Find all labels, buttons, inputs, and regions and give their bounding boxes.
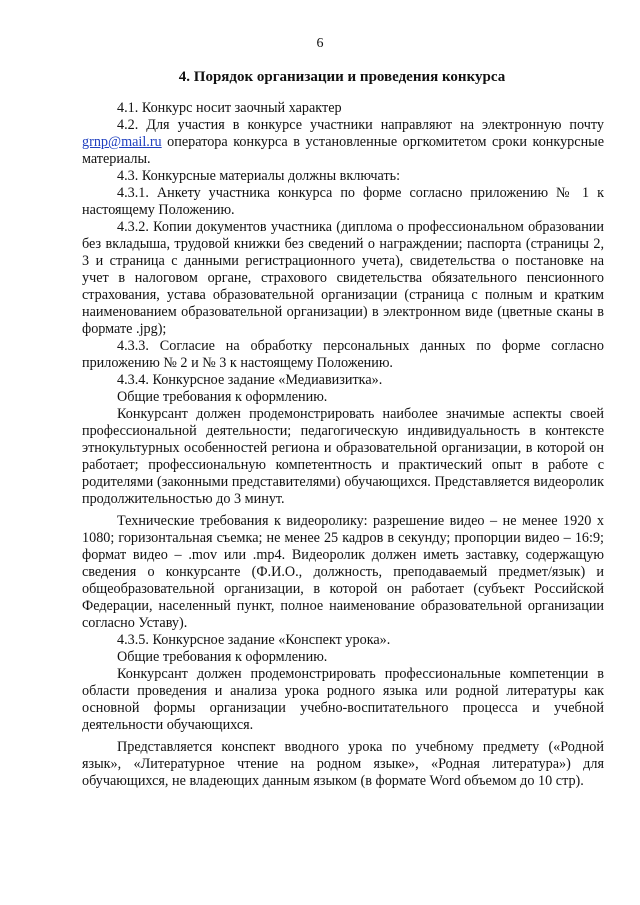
- paragraph-text: 4.2. Для участия в конкурсе участники направляют на электронную почту: [117, 117, 604, 133]
- section-title: 4. Порядок организации и проведения конкурса: [178, 69, 506, 85]
- paragraph-4-3-1: 4.3.1. Анкету участника конкурса по форме согласно приложению № 1 к настоящему Положению.: [82, 185, 604, 218]
- paragraph-4-3: 4.3. Конкурсные материалы должны включать:: [117, 168, 401, 184]
- page-number: 6: [316, 36, 324, 51]
- paragraph-requirements-2: Общие требования к оформлению.: [117, 649, 328, 665]
- paragraph-4-3-4: 4.3.4. Конкурсное задание «Медиавизитка».: [117, 372, 383, 388]
- paragraph-lesson-plan: Представляется конспект вводного урока по учебному предмету («Родной язык», «Литературное чтение на родном языке», «Родная литература») для обучающихся, не владеющих данным языком (в формате Word объемом до 10 стр).: [82, 739, 604, 789]
- paragraph-technical-requirements: Технические требования к видеоролику: разрешение видео – не менее 1920 х 1080; горизонтальная съемка; не менее 25 кадров в секунду; пропорции видео – 16:9; формат видео – .mov или .mp4. Видеоролик должен иметь заставку, содержащую сведения о конкурсанте (Ф.И.О., должность, преподаваемый предмет/язык) и общеобразовательной организации, в которой он работает (субъект Российской Федерации, населенный пункт, полное наименование образовательной организации согласно Уставу).: [82, 513, 604, 631]
- paragraph-mediacard-description: Конкурсант должен продемонстрировать наиболее значимые аспекты своей профессиональной деятельности; педагогическую индивидуальность в контексте этнокультурных особенностей региона и образовательной организации, в которой он работает; профессиональную компетентность и практический опыт в работе с родителями (законными представителями) обучающихся. Представляется видеоролик продолжительностью до 3 минут.: [82, 406, 604, 507]
- paragraph-4-2: [82, 117, 604, 168]
- paragraph-lesson-description: Конкурсант должен продемонстрировать профессиональные компетенции в области проведения и анализа урока родного языка или родной литературы как основной формы организации учебно-воспитательного процесса и учебной деятельности обучающихся.: [82, 666, 604, 733]
- email-link[interactable]: grnp@mail.ru: [82, 134, 162, 150]
- paragraph-4-3-3: 4.3.3. Согласие на обработку персональных данных по форме согласно приложению № 2 и № 3 к настоящему Положению.: [82, 338, 604, 371]
- paragraph-4-1: 4.1. Конкурс носит заочный характер: [117, 100, 342, 116]
- paragraph-4-3-5: 4.3.5. Конкурсное задание «Конспект урока».: [117, 632, 391, 648]
- paragraph-requirements: Общие требования к оформлению.: [117, 389, 328, 405]
- document-body: [82, 100, 604, 790]
- paragraph-4-3-2: 4.3.2. Копии документов участника (диплома о профессиональном образовании без вкладыша, трудовой книжки без сведений о награждении; паспорта (страницы 2, 3 и страница с данными регистрационного учета), свидетельства о постановке на учет в налоговом органе, страхового свидетельства обязательного пенсионного страхования, устава образовательной организации (страница с полным и кратким наименованием образовательной организации) в электронном виде (цветные сканы в формате .jpg);: [82, 219, 604, 337]
- paragraph-text: оператора конкурса в установленные оргкомитетом сроки конкурсные материалы.: [82, 134, 604, 167]
